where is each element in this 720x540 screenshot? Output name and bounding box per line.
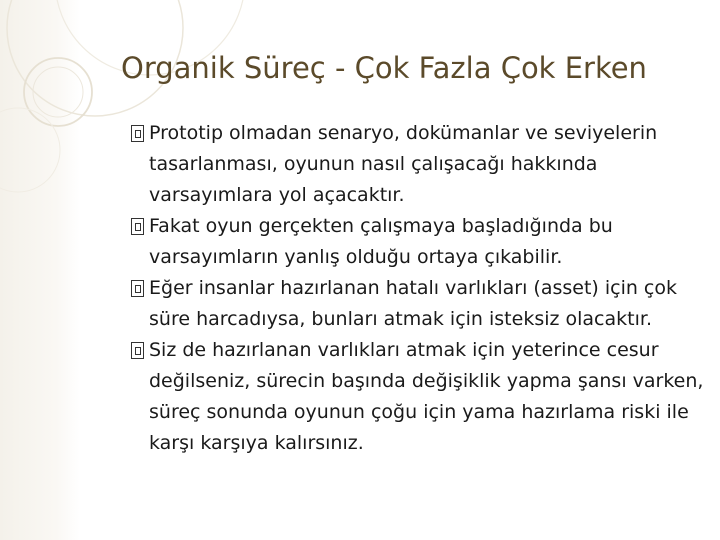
bullet-text: Prototip olmadan senaryo, dokümanlar ve seviyelerin tasarlanması, oyunun nasıl çalışacağı hakkında varsayımlara yol açacaktır. [149, 122, 658, 206]
bullet-text: Siz de hazırlanan varlıkları atmak için yeterince cesur değilseniz, sürecin başında değişiklik yapma şansı varken, süreç sonunda oyunun çoğu için yama hazırlama riski ile karşı karşıya kalırsınız. [149, 339, 704, 454]
missing-glyph-box-icon [131, 218, 144, 235]
bullet-list [132, 118, 710, 459]
slide-title: Organik Süreç - Çok Fazla Çok Erken [121, 51, 647, 85]
bullet-text: Eğer insanlar hazırlanan hatalı varlıkları (asset) için çok süre harcadıysa, bunları atmak için isteksiz olacaktır. [149, 277, 678, 330]
bullet-item [132, 335, 710, 459]
missing-glyph-box-icon [131, 342, 144, 359]
bullet-item [132, 118, 710, 211]
missing-glyph-box-icon [131, 125, 144, 142]
missing-glyph-box-icon [131, 280, 144, 297]
bullet-text: Fakat oyun gerçekten çalışmaya başladığında bu varsayımların yanlış olduğu ortaya çıkabilir. [149, 215, 613, 268]
bullet-item [132, 273, 710, 335]
bullet-item [132, 211, 710, 273]
